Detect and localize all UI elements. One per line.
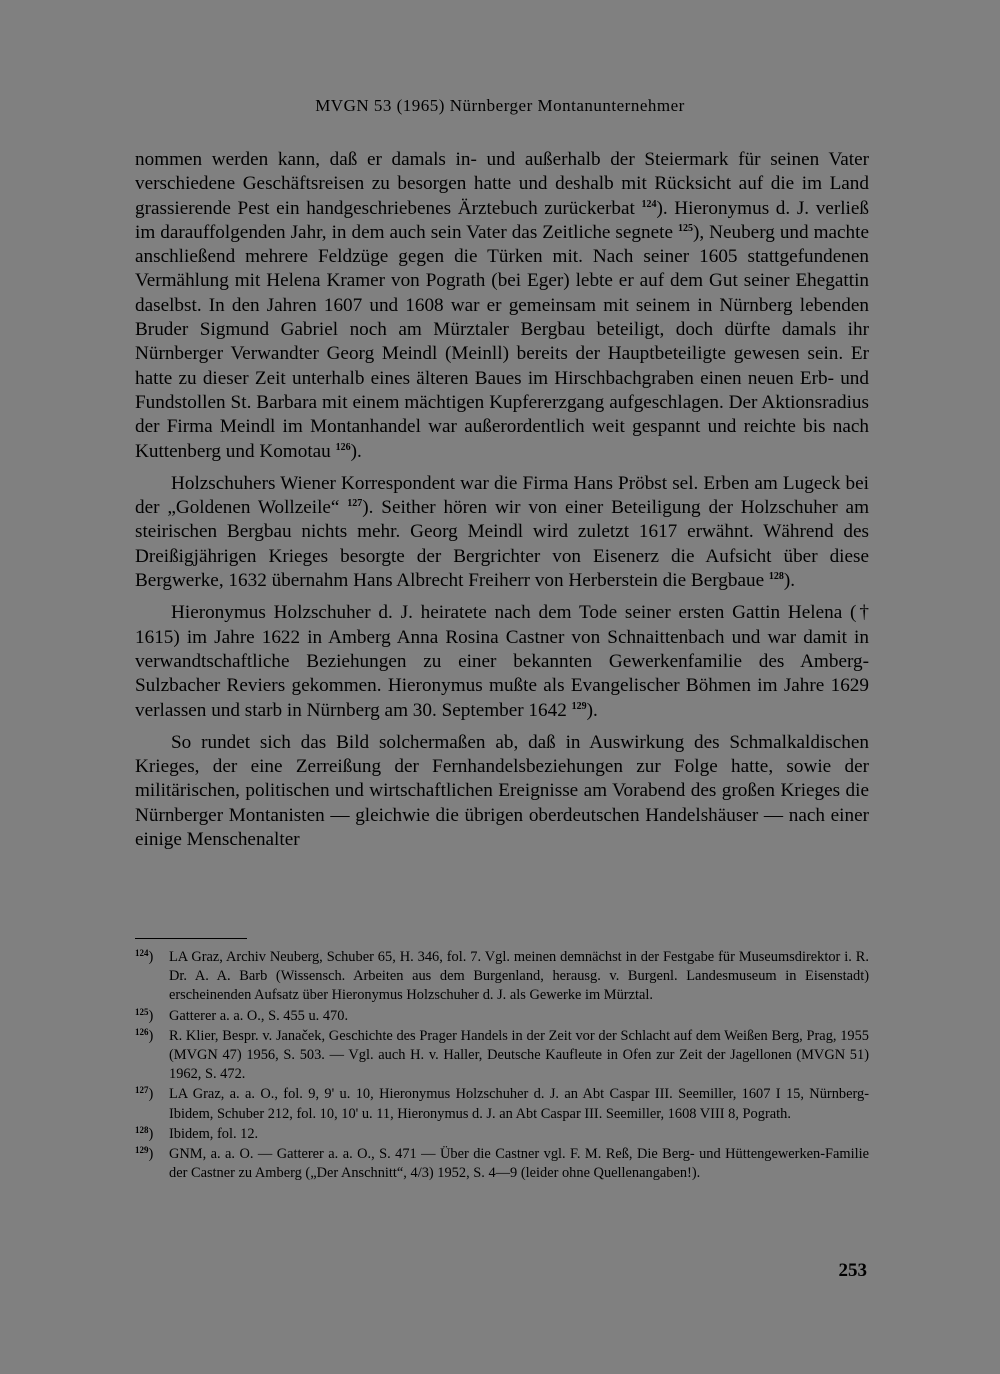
footnote — [135, 1125, 869, 1144]
paragraph-text: Hieronymus Holzschuher d. J. heiratete nach dem Tode seiner ersten Gattin Helena († 1615) im Jahre 1622 in Amberg Anna Rosina Castner von Schnaittenbach und war damit in verwandtschaftliche Beziehungen zu einer bekannten Gewerkenfamilie des Amberg-Sulzbacher Reviers gekommen. Hieronymus mußte als Evangelischer Böhmen im Jahre 1629 verlassen und starb in Nürnberg am 30. September 1642 — [135, 602, 869, 721]
footnote-text: R. Klier, Bespr. v. Janaček, Geschichte des Prager Handels in der Zeit vor der Schlacht auf dem Weißen Berg, Prag, 1955 (MVGN 47) 1956, S. 503. — Vgl. auch H. v. Haller, Deutsche Kaufleute in Ofen zur Zeit der Jagellonen (MVGN 51) 1962, S. 472. — [169, 1027, 869, 1083]
paragraph — [135, 731, 869, 852]
footnote-reference: 124 — [641, 198, 657, 210]
paragraph-text: ). Hieronymus d. J. verließ im darauffolgenden Jahr, in dem auch sein Vater das Zeitliche segnete — [135, 197, 869, 243]
footnote — [135, 948, 869, 1006]
paragraph-text: ). — [586, 699, 598, 721]
footnote-number-label: 128 — [135, 1124, 149, 1135]
footnote-reference: 125 — [677, 222, 693, 234]
footnote-reference: 126 — [335, 441, 351, 453]
footnote — [135, 1027, 869, 1085]
footnote-number: $^{129}$) — [135, 1145, 154, 1163]
footnote-text: GNM, a. a. O. — Gatterer a. a. O., S. 471 — Über die Castner vgl. F. M. Reß, Die Berg- und Hüttengewerken-Familie der Castner zu Amberg („Der Anschnitt“, 4/3) 1952, S. 4—9 (leider ohne Quellenangaben!). — [169, 1146, 869, 1182]
main-text — [135, 148, 869, 860]
footnote-number: $^{128}$) — [135, 1124, 154, 1142]
paragraph-text: nommen werden kann, daß er damals in- und außerhalb der Steiermark für seinen Vater verschiedene Geschäftsreisen zu besorgen hatte und deshalb mit Rücksicht auf die im Land grassierende Pest ein handgeschriebenes Ärztebuch zurückerbat — [135, 149, 869, 219]
paragraph-text: Holzschuhers Wiener Korrespondent war die Firma Hans Pröbst sel. Erben am Lugeck bei der „Goldenen Wollzeile“ — [135, 472, 869, 519]
footnote — [135, 1007, 869, 1026]
footnote-number: $^{127}$) — [135, 1085, 154, 1103]
footnote — [135, 1085, 869, 1123]
footnote-text: Ibidem, fol. 12. — [169, 1125, 259, 1142]
paragraph-text: ), Neuberg und machte anschließend mehrere Feldzüge gegen die Türken mit. Nach seiner 1605 stattgefundenen Vermählung mit Helena Kramer von Pograth (bei Eger) lebte er auf dem Gut seiner Ehegattin daselbst. In den Jahren 1607 und 1608 war er gemeinsam mit seinem in Nürnberg lebenden Bruder Sigmund Gabriel noch am Mürztaler Bergbau beteiligt, doch dürfte damals ihr Nürnberger Verwandter Georg Meindl (Meinll) bereits der Hauptbeteiligte gewesen sein. Er hatte zu dieser Zeit unterhalb eines älteren Baues im Hirschbachgraben einen neuen Erb- und Fundstollen St. Barbara mit einem mächtigen Kupfererzgang aufgeschlagen. Der Aktionsradius der Firma Meindl im Montanhandel war außerordentlich weit gespannt und reichte bis nach Kuttenberg und Komotau — [135, 221, 869, 462]
footnote-text: Gatterer a. a. O., S. 455 u. 470. — [169, 1007, 349, 1024]
page-number: 253 — [838, 1260, 867, 1281]
paragraph-text: ). — [350, 440, 362, 462]
footnote-number: $^{125}$) — [135, 1006, 154, 1024]
paragraph-text: ). Seither hören wir von einer Beteiligung der Holzschuher am steirischen Bergbau nichts mehr. Georg Meindl wird zuletzt 1617 erwähnt. Während des Dreißigjährigen Krieges besorgte der Bergrichter von Eisenerz die Aufsicht über diese Bergwerke, 1632 übernahm Hans Albrecht Freiherr von Herberstein die Bergbaue — [135, 497, 869, 592]
footnote-number-label: 124 — [135, 948, 149, 958]
footnote-divider — [135, 938, 247, 939]
footnote-text: LA Graz, a. a. O., fol. 9, 9' u. 10, Hieronymus Holzschuher d. J. an Abt Caspar III. Seemiller, 1607 I 15, Nürnberg-Ibidem, Schuber 212, fol. 10, 10' u. 11, Hieronymus d. J. an Abt Caspar III. Seemiller, 1608 VIII 8, Pograth. — [169, 1086, 869, 1122]
footnote-number-label: 127 — [135, 1085, 149, 1096]
footnote-number: $^{126}$) — [135, 1026, 154, 1044]
footnote-text: LA Graz, Archiv Neuberg, Schuber 65, H. 346, fol. 7. Vgl. meinen demnächst in der Festgabe für Museumsdirektor i. R. Dr. A. A. Barb (Wissensch. Arbeiten aus dem Burgenland, herausg. v. Burgenl. Landesmuseum in Eisenstadt) erscheinenden Aufsatz über Hieronymus Holzschuher d. J. als Gewerke im Mürztal. — [169, 949, 869, 1004]
footnote-number-label: 125 — [135, 1006, 149, 1017]
footnote-reference: 127 — [347, 498, 363, 510]
paragraph-text: ). — [783, 570, 796, 592]
paragraph — [135, 472, 869, 593]
footnote-reference: 128 — [768, 571, 784, 583]
footnote-number-label: 129 — [135, 1145, 149, 1156]
running-header: MVGN 53 (1965) Nürnberger Montanunternehmer — [315, 96, 685, 115]
footnote-number: $^{124}$) — [135, 948, 154, 965]
footnote-reference: 129 — [571, 700, 587, 712]
footnote-number-label: 126 — [135, 1026, 149, 1037]
paragraph — [135, 148, 869, 464]
paragraph-text: So rundet sich das Bild solchermaßen ab, daß in Auswirkung des Schmalkaldischen Krieges, der eine Zerreißung der Fernhandelsbeziehungen zur Folge hatte, sowie der militärischen, politischen und wirtschaftlichen Ereignisse am Vorabend des großen Krieges die Nürnberger Montanisten — gleichwie die übrigen oberdeutschen Handelshäuser — nach einer einige Menschenalter — [135, 731, 869, 851]
paragraph — [135, 601, 869, 722]
footnotes — [135, 948, 869, 1184]
footnote — [135, 1145, 869, 1183]
